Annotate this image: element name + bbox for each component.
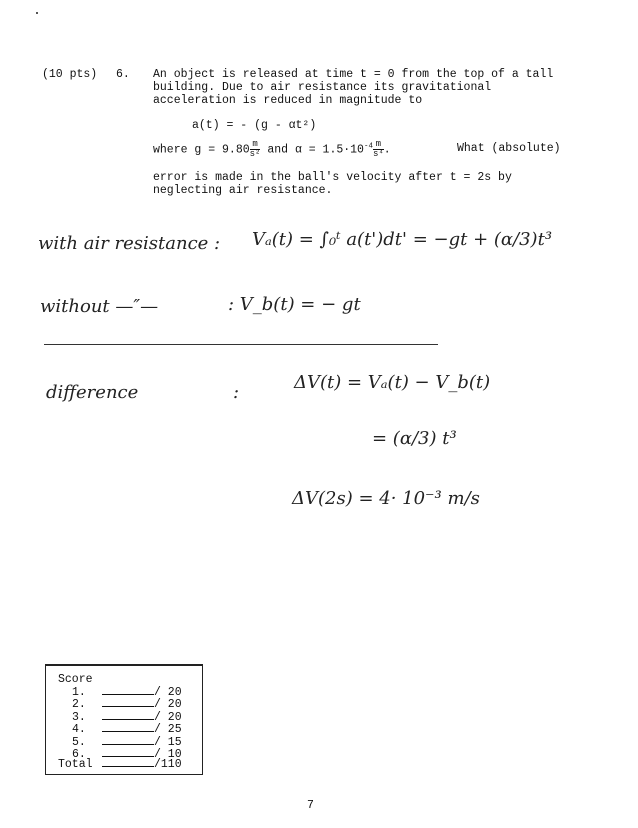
- question-points: (10 pts): [42, 68, 98, 81]
- difference-expression: ΔV(t) = Vₐ(t) − V_b(t): [294, 372, 491, 393]
- score-row-blank[interactable]: [102, 697, 154, 707]
- score-total-max: /110: [154, 758, 182, 771]
- score-row-blank[interactable]: [102, 710, 154, 720]
- question-text-line2: building. Due to air resistance its gravitational: [153, 81, 492, 94]
- score-row-blank[interactable]: [102, 735, 154, 745]
- score-row-label: 5.: [72, 735, 86, 749]
- score-row-label: 6.: [72, 748, 86, 761]
- score-row-label: 4.: [72, 723, 86, 737]
- with-air-expression: Vₐ(t) = ∫₀ᵗ a(t')dt' = −gt + (α/3)t³: [252, 229, 553, 250]
- without-label: without —″—: [40, 296, 159, 317]
- question-text-line6: neglecting air resistance.: [153, 184, 333, 197]
- score-row-label: 1.: [72, 686, 86, 699]
- score-row-max: / 20: [154, 686, 182, 699]
- score-row-max: / 15: [154, 735, 182, 749]
- score-row-label: 3.: [72, 710, 86, 724]
- margin-mark: [36, 12, 38, 14]
- what-absolute: What (absolute): [457, 142, 561, 155]
- score-row-max: / 10: [154, 748, 182, 761]
- difference-expression-2: = (α/3) t³: [372, 428, 457, 449]
- difference-colon: :: [233, 382, 240, 403]
- score-row-blank[interactable]: [102, 722, 154, 732]
- result-expression: ΔV(2s) = 4· 10⁻³ m/s: [292, 488, 480, 509]
- g-unit-den: s²: [249, 149, 261, 159]
- separator-line: [44, 344, 438, 345]
- score-row-max: / 20: [154, 710, 182, 724]
- score-box: [45, 664, 203, 775]
- score-row-max: / 20: [154, 698, 182, 712]
- question-text-line3: acceleration is reduced in magnitude to: [153, 94, 423, 107]
- score-row-max: / 25: [154, 723, 182, 737]
- question-text-line5: error is made in the ball's velocity after t = 2s by: [153, 171, 512, 184]
- score-row-label: 2.: [72, 698, 86, 712]
- with-air-label: with air resistance :: [38, 233, 221, 254]
- alpha-exponent: -4: [363, 142, 373, 151]
- score-total-label: Total: [58, 758, 93, 771]
- where-and: and α = 1.5·10: [267, 143, 364, 157]
- acceleration-equation: a(t) = - (g - αt²): [192, 119, 317, 132]
- g-unit-num: m: [250, 140, 261, 150]
- score-total-row: [58, 757, 182, 771]
- alpha-unit-num: m: [373, 140, 384, 150]
- question-text-line1: An object is released at time t = 0 from the top of a tall: [153, 68, 554, 81]
- alpha-unit-fraction: [373, 140, 384, 159]
- score-total-blank[interactable]: [102, 757, 154, 767]
- question-number: 6.: [116, 68, 130, 81]
- g-unit-fraction: [250, 140, 261, 159]
- score-row-blank[interactable]: [102, 685, 154, 695]
- where-prefix: where g = 9.80: [153, 143, 250, 157]
- score-title: Score: [58, 673, 93, 686]
- where-line: where g = 9.80 $\frac{m}{\text{s²}}$ and $\alpha = 1.5\cdot 10^{-4}$ $\frac{m}{\text{s⁴}}$ .: [153, 139, 391, 159]
- alpha-unit-den: s⁴: [372, 149, 384, 159]
- without-expression: : V_b(t) = − gt: [228, 294, 361, 315]
- score-row-blank[interactable]: [102, 747, 154, 757]
- page-number: 7: [307, 799, 314, 812]
- difference-label: difference: [46, 382, 139, 403]
